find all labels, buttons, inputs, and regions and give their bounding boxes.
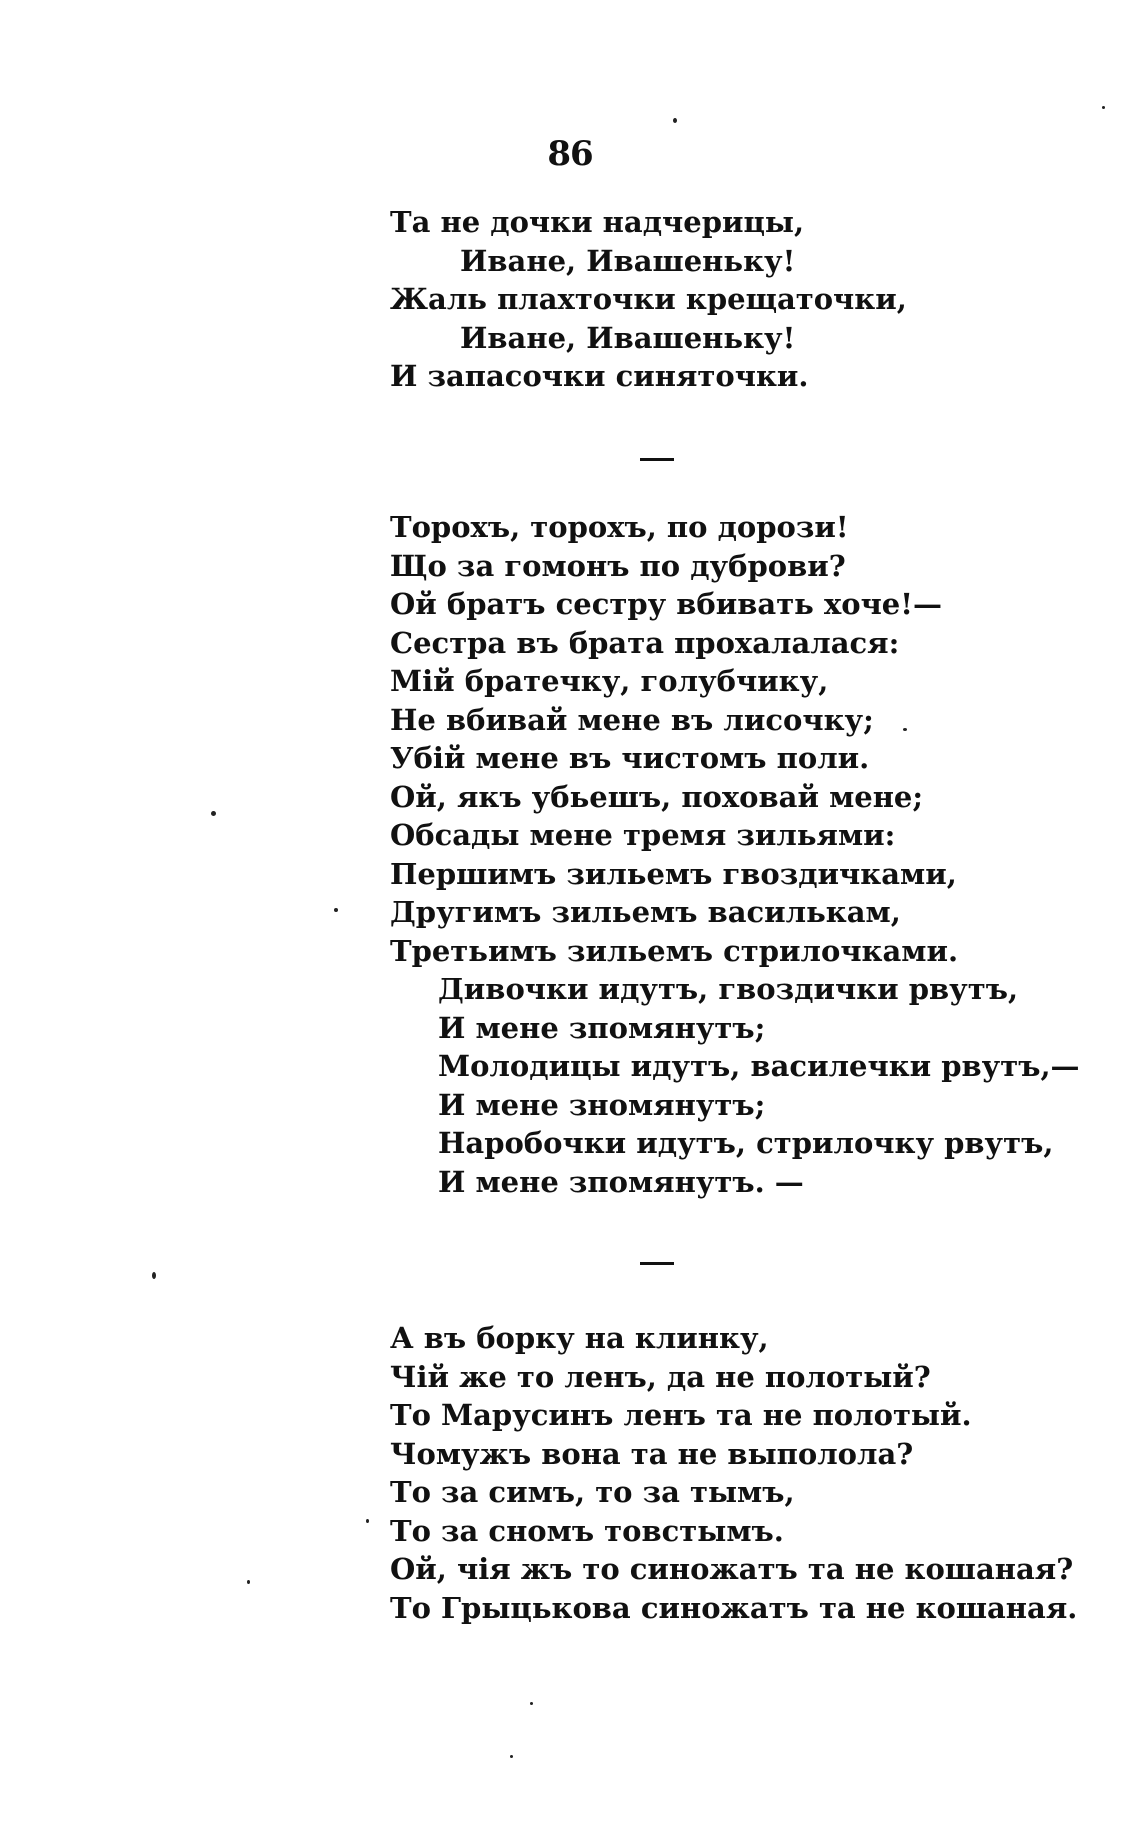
print-speck	[152, 1272, 156, 1279]
verse-line: Торохъ, торохъ, по дорози!	[390, 510, 849, 544]
stanza-2	[390, 508, 1080, 1201]
verse-line: Сестра въ брата прохалалася:	[390, 625, 900, 660]
verse-line: И мене зномянутъ;	[438, 1087, 766, 1122]
verse-line: Першимъ зильемъ гвоздичками,	[390, 856, 957, 891]
print-speck	[673, 118, 677, 123]
print-speck	[334, 908, 338, 912]
verse-line: Третьимъ зильемъ стрилочками.	[390, 933, 959, 968]
verse-line: Ой, якъ убьешъ, поховай мене;	[390, 779, 924, 814]
verse-line: Що за гомонъ по дуброви?	[390, 548, 846, 583]
print-speck	[903, 728, 907, 731]
stanza-separator	[640, 458, 674, 461]
print-speck	[366, 1519, 369, 1523]
print-speck	[1102, 106, 1105, 109]
verse-line: Обсады мене тремя зильями:	[390, 818, 896, 852]
verse-line: Убій мене въ чистомъ поли.	[390, 741, 870, 775]
verse-line: Молодицы идутъ, василечки рвутъ,—	[438, 1049, 1080, 1083]
stanza-1	[390, 203, 907, 396]
print-speck	[247, 1580, 250, 1584]
verse-line: Иване, Ивашеньку!	[460, 320, 796, 355]
verse-line: И запасочки синяточки.	[390, 359, 809, 393]
verse-line: Чій же то ленъ, да не полотый?	[390, 1359, 931, 1394]
verse-line: Другимъ зильемъ василькам,	[390, 895, 901, 929]
verse-line: То за симъ, то за тымъ,	[390, 1475, 795, 1509]
verse-line: И мене зпомянутъ. —	[438, 1164, 804, 1199]
verse-line: То Грыцькова синожатъ та не кошаная.	[390, 1590, 1078, 1625]
verse-line: Та не дочки надчерицы,	[390, 205, 805, 239]
verse-line: Ой братъ сестру вбивать хоче!—	[390, 587, 942, 621]
verse-line: А въ борку на клинку,	[390, 1321, 769, 1355]
print-speck	[530, 1702, 533, 1705]
verse-line: Мій братечку, голубчику,	[390, 664, 829, 698]
verse-line: Наробочки идутъ, стрилочку рвутъ,	[438, 1126, 1054, 1160]
verse-line: То за сномъ товстымъ.	[390, 1513, 784, 1548]
verse-line: И мене зпомянутъ;	[438, 1010, 766, 1045]
page-number: 86	[547, 134, 593, 174]
verse-line: Иване, Ивашеньку!	[460, 243, 796, 278]
verse-line: То Марусинъ ленъ та не полотый.	[390, 1398, 972, 1432]
verse-line: Ой, чія жъ то синожатъ та не кошаная?	[390, 1552, 1074, 1586]
verse-line: Дивочки идутъ, гвоздички рвутъ,	[438, 972, 1019, 1006]
stanza-separator	[640, 1262, 674, 1265]
verse-line: Жаль плахточки крещаточки,	[390, 282, 907, 316]
verse-line: Чомужъ вона та не выполола?	[390, 1436, 914, 1471]
stanza-3	[390, 1319, 1077, 1627]
print-speck	[211, 811, 216, 816]
print-speck	[510, 1755, 513, 1758]
verse-line: Не вбивай мене въ лисочку;	[390, 702, 874, 737]
